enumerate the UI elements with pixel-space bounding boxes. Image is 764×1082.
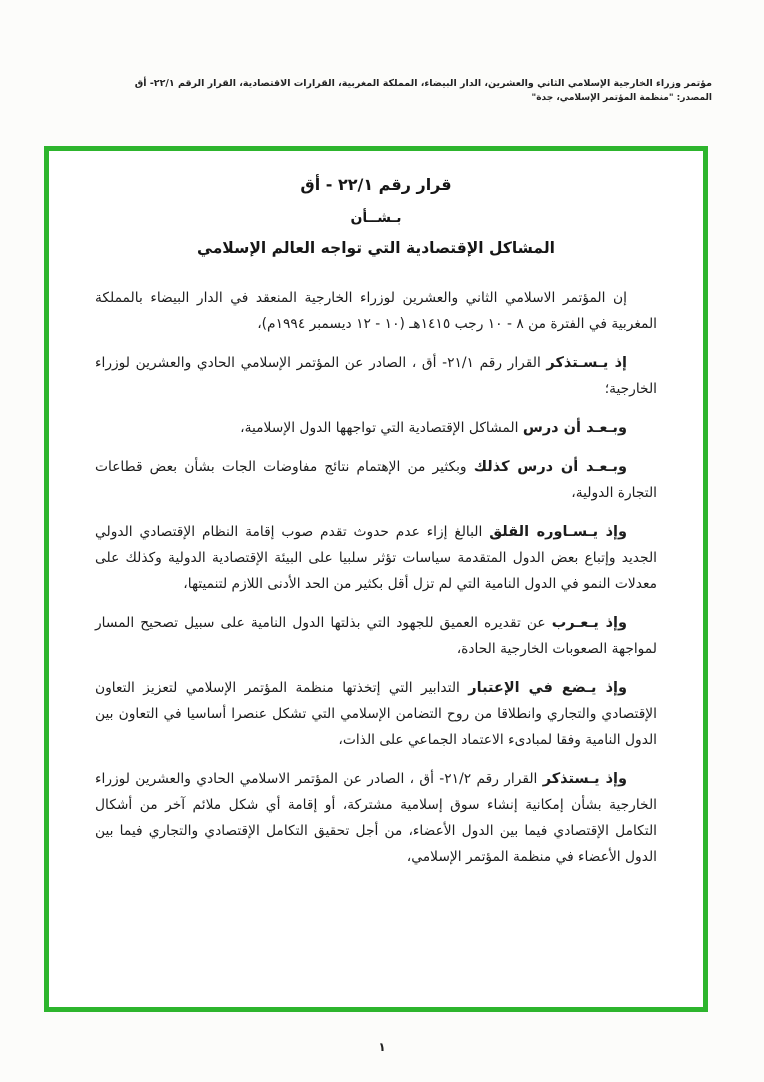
paragraph-recalling-1 bbox=[95, 350, 657, 402]
paragraph-having-studied-also bbox=[95, 454, 657, 506]
paragraph-lead: وبـعـد أن درس كذلك bbox=[473, 459, 627, 475]
paragraph-text: القرار رقم ٢١/٢- أق ، الصادر عن المؤتمر الاسلامي الحادي والعشرين لوزراء الخارجية بشأن إمكانية إنشاء سوق إسلامية مشتركة، أو إقامة أي شكل ملائم آخر من أشكال التكامل الإقتصادي فيما بين الدول الأعضاء، من أجل تحقيق التكامل الإقتصادي والتجاري فيما بين الدول الأعضاء في منظمة المؤتمر الإسلامي، bbox=[95, 771, 657, 865]
paragraph-lead: إذ يـسـتذكر bbox=[546, 355, 627, 371]
paragraph-lead: وبـعـد أن درس bbox=[522, 420, 627, 436]
document-title-block bbox=[95, 175, 657, 257]
document-body bbox=[49, 151, 703, 870]
paragraph-text: وبكثير من الإهتمام نتائج مفاوضات الجات بشأن بعض قطاعات التجارة الدولية، bbox=[95, 459, 657, 501]
source-header-line2: المصدر: "منظمة المؤتمر الإسلامي، جدة" bbox=[531, 93, 712, 103]
paragraph-lead: وإذ يـستذكر bbox=[542, 771, 627, 787]
paragraph-text: البالغ إزاء عدم حدوث تقدم صوب إقامة النظام الإقتصادي الدولي الجديد وإتباع بعض الدول المتقدمة سياسات تؤثر سلبيا على البيئة الإقتصادية الدولية وكذلك على معدلات النمو في الدول النامية التي لم تزل أقل بكثير من الحد الأدنى اللازم لتنميتها، bbox=[95, 524, 657, 592]
paragraph-text: التدابير التي إتخذتها منظمة المؤتمر الإسلامي لتعزيز التعاون الإقتصادي والتجاري وانطلاقا من روح التضامن الإسلامي التي تشكل عنصرا أساسيا في التعاون بين الدول النامية وفقا لمبادىء الاعتماد الجماعي على الذات، bbox=[95, 680, 657, 748]
title-subject: المشاكل الإقتصادية التي تواجه العالم الإسلامي bbox=[197, 239, 555, 257]
paragraph-text: المشاكل الإقتصادية التي تواجهها الدول الإسلامية، bbox=[240, 420, 523, 436]
paragraph-expressing-appreciation bbox=[95, 610, 657, 662]
paragraph-recalling-2 bbox=[95, 766, 657, 870]
source-header bbox=[58, 76, 712, 106]
paragraph-lead: وإذ يـعـرب bbox=[551, 615, 627, 631]
paragraph-having-studied bbox=[95, 415, 657, 441]
paragraph-taking-into-account bbox=[95, 675, 657, 753]
paragraph-lead: وإذ يـسـاوره القلق bbox=[489, 524, 627, 540]
paragraph-deep-concern bbox=[95, 519, 657, 597]
paragraph-text: إن المؤتمر الاسلامي الثاني والعشرين لوزراء الخارجية المنعقد في الدار البيضاء بالمملكة المغربية في الفترة من ٨ - ١٠ رجب ١٤١٥هـ (١٠ - ١٢ ديسمبر ١٩٩٤م)، bbox=[95, 290, 657, 332]
source-header-line1: مؤتمر وزراء الخارجية الإسلامي الثاني والعشرين، الدار البيضاء، المملكة المغربية، القرارات الاقتصادية، القرار الرقم ٢٢/١- أق bbox=[134, 78, 712, 89]
page-number: ١ bbox=[378, 1040, 386, 1054]
title-decision-number: قرار رقم ٢٢/١ - أق bbox=[300, 175, 452, 194]
paragraph-lead: وإذ يـضع في الإعتبار bbox=[468, 680, 627, 696]
paragraph-preamble bbox=[95, 285, 657, 337]
paragraph-text: عن تقديره العميق للجهود التي بذلتها الدول النامية على سبيل تصحيح المسار لمواجهة الصعوبات الخارجية الحادة، bbox=[95, 615, 657, 657]
document-frame bbox=[44, 146, 708, 1012]
paragraph-text: القرار رقم ٢١/١- أق ، الصادر عن المؤتمر الإسلامي الحادي والعشرين لوزراء الخارجية؛ bbox=[95, 355, 657, 397]
title-regarding: بـشــأن bbox=[350, 210, 402, 226]
